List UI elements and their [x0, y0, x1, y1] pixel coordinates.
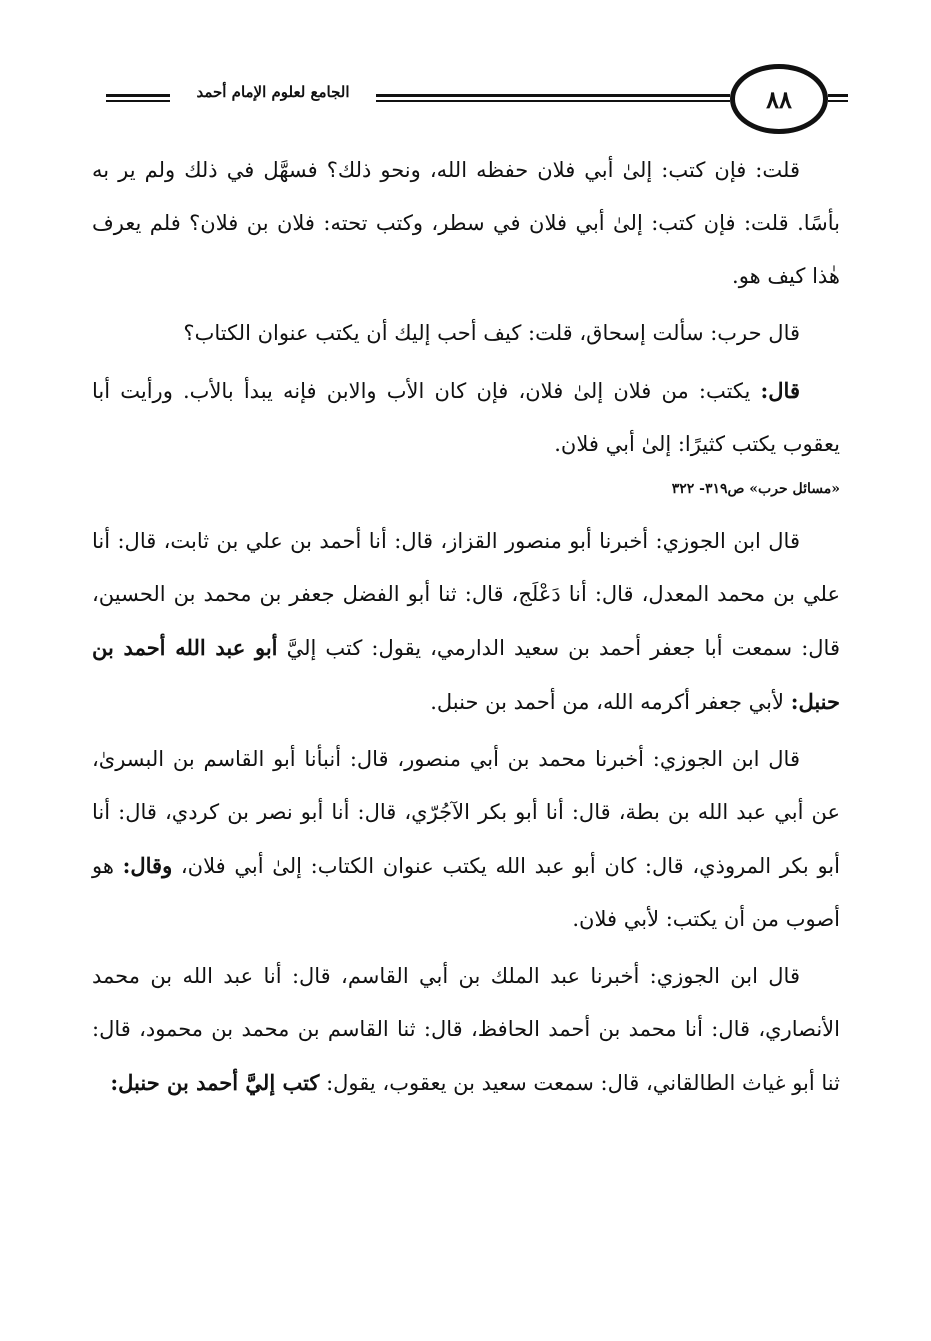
citation-text: «مسائل حرب» ص٣١٩- ٣٢٢: [671, 481, 840, 497]
page-number: ٨٨: [730, 64, 828, 134]
header-rule-left: [106, 94, 170, 102]
paragraph-text: قال ابن الجوزي: أخبرنا عبد الملك بن أبي القاسم، قال: أنا عبد الله بن محمد الأنصاري، قال: أنا محمد بن أحمد الحافظ، قال: ثنا القاسم بن محمد بن محمود، قال: ثنا أبو غياث الطالقاني، قال: سمعت سعيد بن يعقوب، يقول:: [92, 964, 840, 1095]
paragraph-text: هو أصوب من أن يكتب: لأبي فلان.: [92, 854, 840, 931]
paragraph-5: [92, 733, 840, 946]
paragraph-text: يكتب: من فلان إلىٰ فلان، فإن كان الأب والابن فإنه يبدأ بالأب. ورأيت أبا يعقوب يكتب كثيرًا: إلىٰ أبي فلان.: [92, 379, 840, 456]
paragraph-text: قلت: فإن كتب: إلىٰ أبي فلان حفظه الله، ونحو ذلك؟ فسهَّل في ذلك ولم ير به بأسًا. قلت: فإن كتب: إلىٰ أبي فلان في سطر، وكتب تحته: فلان بن فلان؟ فلم يعرف هٰذا كيف هو.: [92, 158, 840, 288]
bold-phrase: وقال:: [122, 853, 173, 878]
bold-phrase: كتب إليَّ أحمد بن حنبل:: [110, 1070, 320, 1095]
paragraph-2: [92, 307, 840, 360]
paragraph-4: [92, 515, 840, 729]
paragraph-6: [92, 950, 840, 1110]
paragraph-1: [92, 144, 840, 303]
paragraph-text: لأبي جعفر أكرمه الله، من أحمد بن حنبل.: [430, 690, 791, 714]
page-header: [90, 62, 850, 142]
bold-phrase: أبو عبد الله أحمد بن حنبل:: [92, 635, 840, 714]
paragraph-3: [92, 364, 840, 471]
running-title: الجامع لعلوم الإمام أحمد: [196, 83, 350, 101]
source-citation: [92, 475, 840, 503]
page-body: [92, 144, 840, 1114]
paragraph-text: قال حرب: سألت إسحاق، قلت: كيف أحب إليك أن يكتب عنوان الكتاب؟: [183, 321, 800, 345]
paragraph-text: قال ابن الجوزي: أخبرنا أبو منصور القزاز، قال: أنا أحمد بن علي بن ثابت، قال: أنا علي بن محمد المعدل، قال: أنا دَعْلَج، قال: ثنا أبو الفضل جعفر بن محمد بن الحسين، قال: سمعت أبا جعفر أحمد بن سعيد الدارمي، يقول: كتب إليَّ: [92, 529, 840, 660]
header-rule-right: [828, 94, 848, 102]
header-rule-middle: [376, 94, 730, 102]
paragraph-text: قال ابن الجوزي: أخبرنا محمد بن أبي منصور، قال: أنبأنا أبو القاسم بن البسرىٰ، عن أبي عبد الله بن بطة، قال: أنا أبو بكر الآجُرّي، قال: أنا أبو نصر بن كردي، قال: أنا أبو بكر المروذي، قال: كان أبو عبد الله يكتب عنوان الكتاب: إلىٰ أبي فلان،: [92, 747, 840, 878]
bold-lead: قال:: [760, 378, 800, 403]
